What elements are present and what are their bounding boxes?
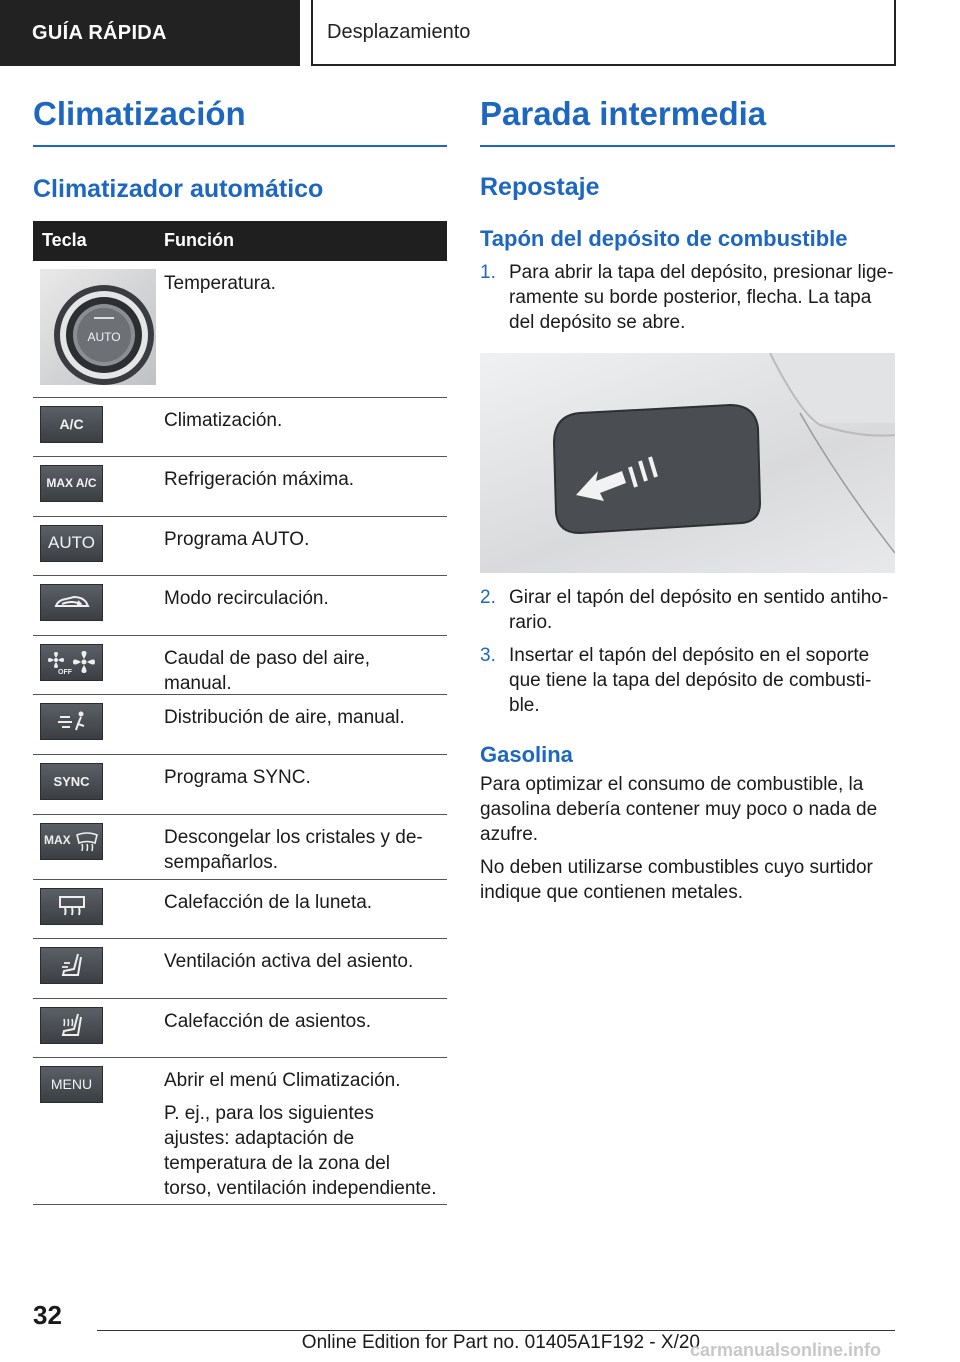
step-number: 3. [480, 644, 496, 666]
edition-note: Online Edition for Part no. 01405A1F192 - X/20 [301, 1332, 700, 1353]
step-text: Girar el tapón del depósito en sentido antihorario. [509, 586, 889, 633]
function-text: Programa AUTO. [164, 528, 310, 550]
steps-list [480, 260, 895, 335]
function-text: Modo recirculación. [164, 587, 329, 609]
gasoline-heading: Gasolina [480, 741, 573, 767]
function-text: Temperatura. [164, 272, 276, 294]
table-row [33, 755, 447, 815]
table-row [33, 815, 447, 880]
list-item [480, 260, 895, 335]
sync-button-icon: SYNC [40, 763, 103, 800]
fuel-flap-illustration [480, 353, 895, 573]
svg-text:MAX: MAX [43, 833, 71, 848]
table-row [33, 939, 447, 999]
menu-button-icon: MENU [40, 1066, 103, 1103]
left-title: Climatización [33, 95, 447, 147]
table-header [33, 221, 447, 261]
function-detail: P. ej., para los siguientes ajustes: adaptación de temperatura de la zona del torso, ventilación independiente. [164, 1102, 437, 1199]
step-number: 1. [480, 261, 496, 283]
seat-ventilation-icon [40, 947, 103, 984]
fan-icon [40, 644, 103, 681]
function-text: Descongelar los cristales y desempañarlos. [164, 826, 423, 873]
table-row [33, 999, 447, 1058]
rear-window-heat-icon [40, 888, 103, 925]
gasoline-paragraph-2: No deben utilizarse combustibles cuyo surtidor indique que contienen metales. [480, 856, 873, 903]
svg-text:OFF: OFF [57, 669, 72, 676]
recirculation-icon [40, 584, 103, 621]
seat-heating-icon [40, 1007, 103, 1044]
topic-label: Desplazamiento [327, 20, 471, 43]
steps-list-continued [480, 585, 895, 718]
table-row [33, 576, 447, 636]
function-text: Programa SYNC. [164, 766, 311, 788]
left-column [33, 95, 447, 1205]
list-item [480, 585, 895, 635]
table-row [33, 398, 447, 457]
table-row [33, 261, 447, 398]
function-text: Caudal de paso del aire, manual. [164, 647, 370, 694]
function-text: Climatización. [164, 409, 283, 431]
function-text: Calefacción de asientos. [164, 1010, 372, 1032]
right-subtitle: Repostaje [480, 172, 600, 201]
list-item [480, 643, 895, 718]
footer-divider [97, 1330, 895, 1331]
step-number: 2. [480, 586, 496, 608]
header-key: Tecla [42, 230, 87, 251]
function-text: Refrigeración máxima. [164, 468, 355, 490]
max-ac-button-icon: MAX A/C [40, 465, 103, 502]
table-row [33, 880, 447, 939]
auto-dial-icon [40, 269, 156, 385]
function-text: Ventilación activa del asiento. [164, 950, 414, 972]
gasoline-paragraph-1: Para optimizar el consumo de combustible, la gasolina debería contener muy poco o nada de azufre. [480, 773, 878, 845]
page-number: 32 [33, 1300, 62, 1330]
ac-button-icon: A/C [40, 406, 103, 443]
step-text: Para abrir la tapa del depósito, presionar ligeramente su borde posterior, flecha. La tapa del depósito se abre. [509, 261, 894, 333]
table-row [33, 636, 447, 695]
dial-label: AUTO [87, 329, 121, 344]
table-row [33, 1058, 447, 1205]
right-column [480, 95, 895, 905]
table-row [33, 517, 447, 576]
left-subtitle: Climatizador automático [33, 174, 324, 203]
function-text: Calefacción de la luneta. [164, 891, 373, 913]
table-row [33, 457, 447, 517]
fuel-cap-heading: Tapón del depósito de combustible [480, 225, 848, 251]
air-distribution-icon [40, 703, 103, 740]
step-text: Insertar el tapón del depósito en el soporte que tiene la tapa del depósito de combustible. [509, 644, 872, 716]
right-title: Parada intermedia [480, 95, 895, 147]
watermark: carmanualsonline.info [690, 1340, 882, 1360]
header-function: Función [164, 230, 234, 251]
auto-button-icon: AUTO [40, 525, 103, 562]
topic-tab [311, 0, 896, 66]
controls-table [33, 221, 447, 1205]
section-label: GUÍA RÁPIDA [32, 21, 167, 44]
max-defrost-icon [40, 823, 103, 860]
function-text: Distribución de aire, manual. [164, 706, 405, 728]
section-tab [0, 0, 300, 66]
function-text: Abrir el menú Climatización. [164, 1069, 401, 1091]
table-row [33, 695, 447, 755]
